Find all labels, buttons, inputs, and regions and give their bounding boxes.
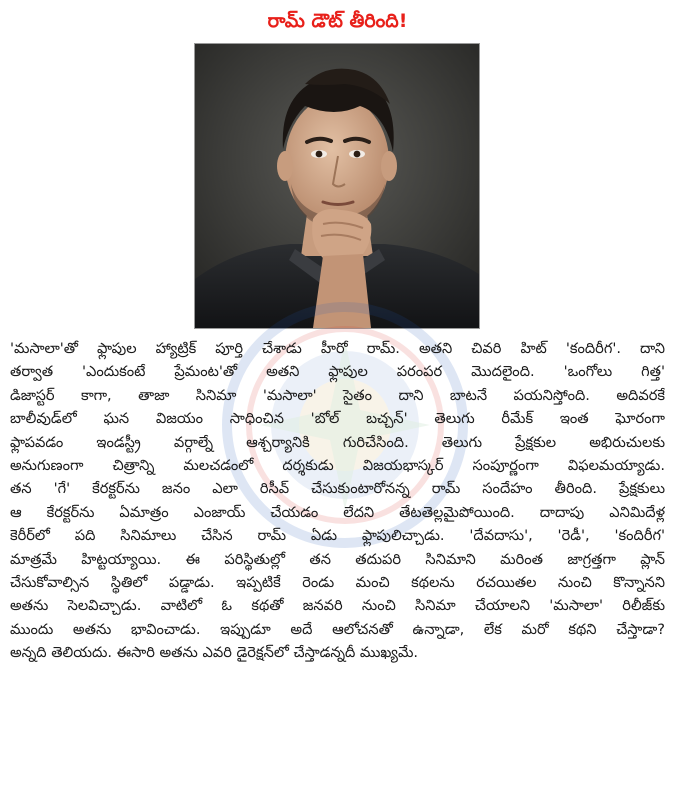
article-line: 'మసాలా'తో ఫ్లాపుల హ్యాట్రిక్ పూర్తి చేశాడు హీరో రామ్. అతని చివరి హిట్ 'కందిరీగ'. దాని <box>10 340 665 357</box>
article-line: ఫ్లాపవడం ఇండస్ట్రీ వర్గాల్నే ఆశ్చర్యానికి గురిచేసింది. తెలుగు ప్రేక్షకుల అభిరుచులకు <box>10 433 665 451</box>
article-body <box>10 337 665 665</box>
article-line: ముందు అతను భావించాడు. ఇప్పుడూ అదే ఆలోచనతో ఉన్నాడా, లేక మరో కథని చేస్తాడా? <box>10 620 665 638</box>
hero-photo <box>194 43 480 329</box>
article-line: బాలీవుడ్‌లో ఘన విజయం సాధించిన 'బోల్ బచ్చన్' తెలుగు రీమేక్ ఇంత ఘోరంగా <box>10 410 665 428</box>
article-line: తన 'గే' కేరక్టర్‌ను జనం ఎలా రిసీవ్ చేసుకుంటారోనన్న రామ్ సందేహం తీరింది. ప్రేక్షకులు <box>10 480 665 498</box>
article-line: కెరీర్‌లో పది సినిమాలు చేసిన రామ్ ఏడు ఫ్లాపులిచ్చాడు. 'దేవదాసు', 'రెడీ', 'కందిరీగ' <box>10 527 665 545</box>
article-line: అన్నది తెలియదు. ఈసారి అతను ఎవరి డైరెక్షన్‌లో చేస్తాడన్నదీ ముఖ్యమే. <box>10 644 419 662</box>
article-line: అనుగుణంగా చిత్రాన్ని మలచడంలో దర్శకుడు విజయభాస్కర్ సంపూర్ణంగా విఫలమయ్యాడు. <box>10 457 665 475</box>
article-line: అతను సెలవిచ్చాడు. వాటిలో ఓ కథతో జనవరి నుంచి సినిమా చేయాలని 'మసాలా' రిలీజ్‌కు <box>10 597 665 615</box>
article-line: ఆ కేరక్టర్‌ను ఏమాత్రం ఎంజాయ్ చేయడం లేదని తేటతెల్లమైపోయింది. దాదాపు ఎనిమిదేళ్ల <box>10 503 665 521</box>
article-line: చేసుకోవాల్సిన స్థితిలో పడ్డాడు. ఇప్పటికే రెండు మంచి కథలను రచయితల నుంచి కొన్నానని <box>10 574 665 592</box>
article-line: తర్వాత 'ఎందుకంటే ప్రేమంట'తో అతని ఫ్లాపుల పరంపర మొదలైంది. 'ఒంగోలు గిత్త' <box>10 363 665 381</box>
article-line: మాత్రమే హిట్టయ్యాయి. ఈ పరిస్థితుల్లో తన తదుపరి సినిమాని మరింత జాగ్రత్తగా ప్లాన్ <box>10 550 665 568</box>
headline: రామ్ డౌట్ తీరింది! <box>267 10 408 32</box>
article-line: డిజాస్టర్ కాగా, తాజా సినిమా 'మసాలా' సైతం దాని బాటనే పయనిస్తోంది. అదివరకే <box>10 386 665 404</box>
